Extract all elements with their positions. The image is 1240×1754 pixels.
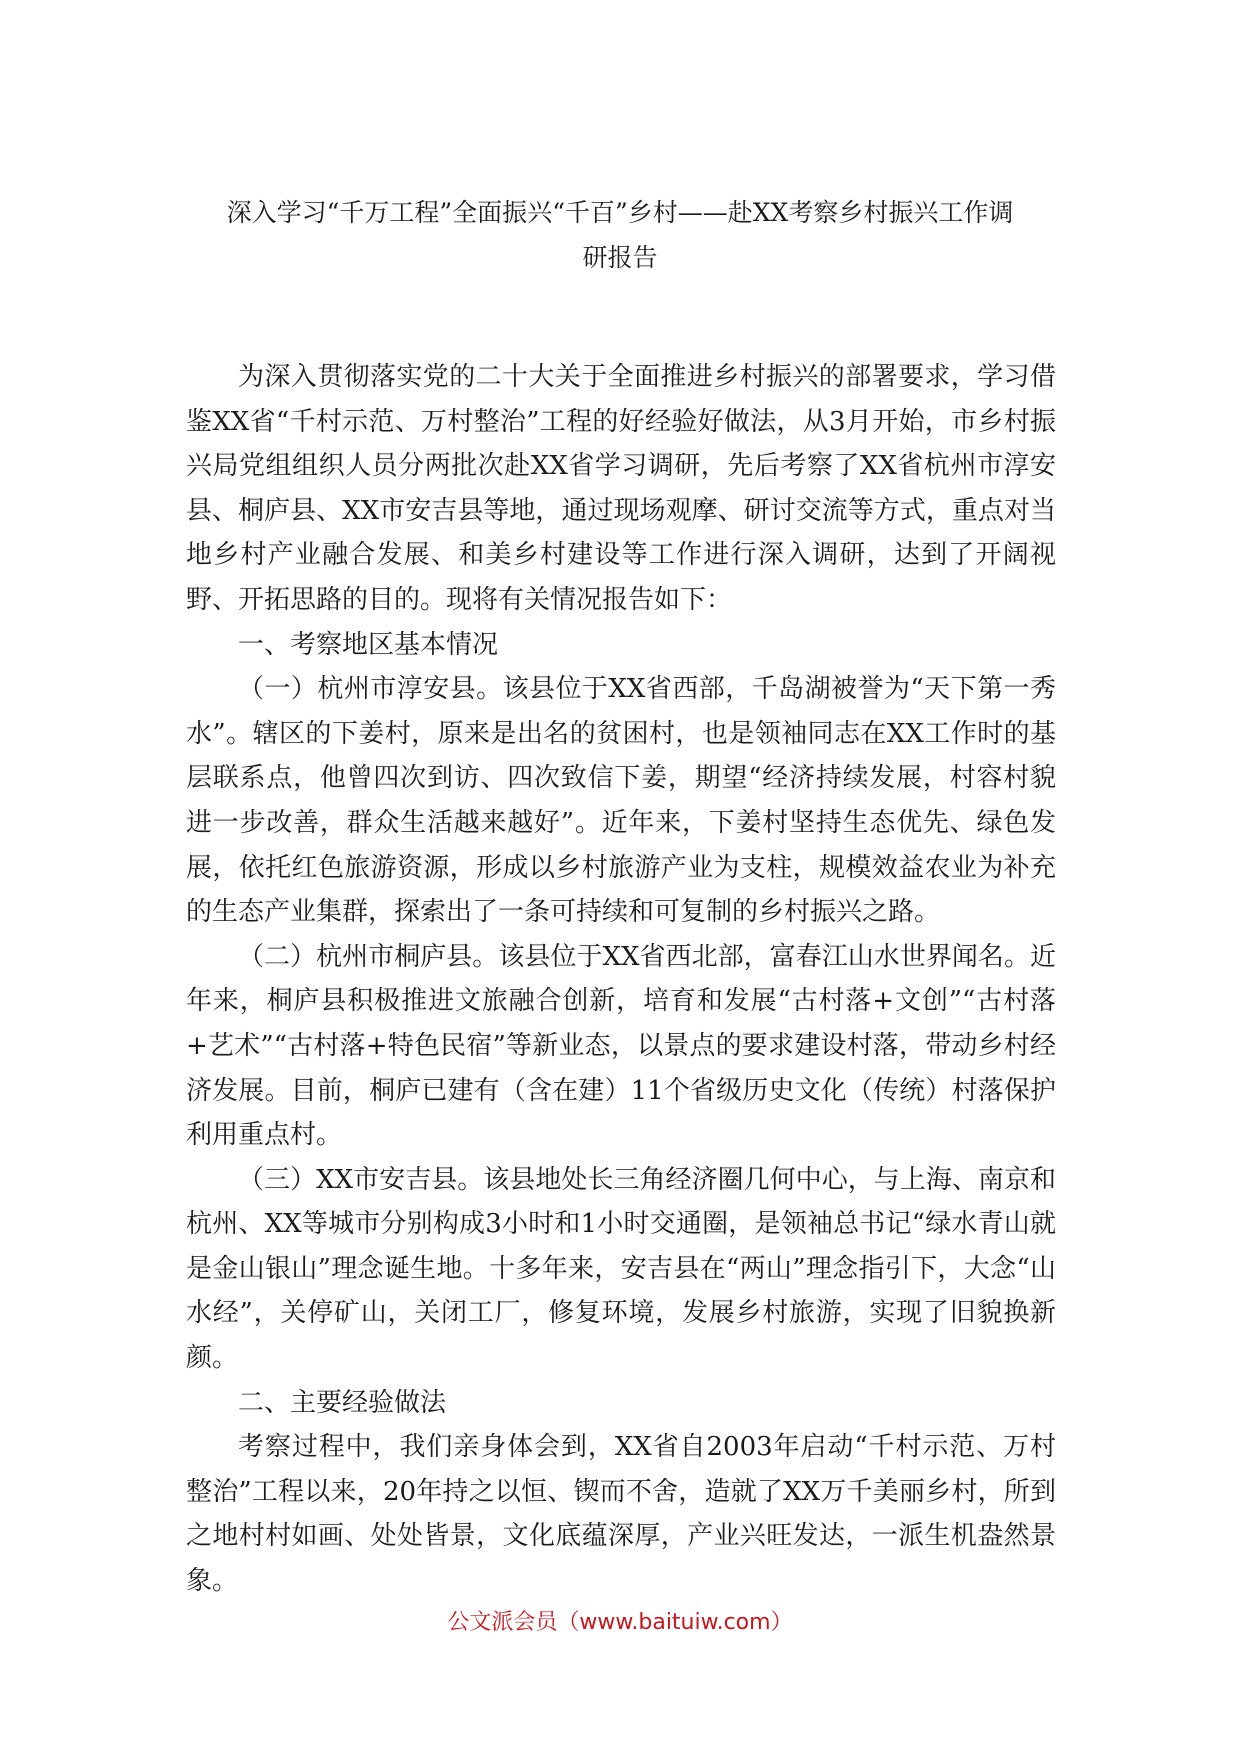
title-line-1: 深入学习“千万工程”全面振兴“千百”乡村——赴XX考察乡村振兴工作调 [226,198,1014,227]
document-title [186,190,1054,280]
document-body [186,355,1056,1604]
intro-paragraph: 为深入贯彻落实党的二十大关于全面推进乡村振兴的部署要求，学习借鉴XX省“千村示范、万村整治”工程的好经验好做法，从3月开始，市乡村振兴局党组组织人员分两批次赴XX省学习调研，先后考察了XX省杭州市淳安县、桐庐县、XX市安吉县等地，通过现场观摩、研讨交流等方式，重点对当地乡村产业融合发展、和美乡村建设等工作进行深入调研，达到了开阔视野、开拓思路的目的。现将有关情况报告如下： [186,362,1056,615]
paragraph-tonglu: （二）杭州市桐庐县。该县位于XX省西北部，富春江山水世界闻名。近年来，桐庐县积极推进文旅融合创新，培育和发展“古村落+文创”“古村落+艺术”“古村落+特色民宿”等新业态，以景点的要求建设村落，带动乡村经济发展。目前，桐庐已建有（含在建）11个省级历史文化（传统）村落保护利用重点村。 [186,941,1056,1151]
paragraph-anji: （三）XX市安吉县。该县地处长三角经济圈几何中心，与上海、南京和杭州、XX等城市分别构成3小时和1小时交通圈，是领袖总书记“绿水青山就是金山银山”理念诞生地。十多年来，安吉县在“两山”理念指引下，大念“山水经”，关停矿山，关闭工厂，修复环境，发展乡村旅游，实现了旧貌换新颜。 [186,1164,1056,1374]
title-line-2: 研报告 [582,243,658,272]
paragraph-chunan: （一）杭州市淳安县。该县位于XX省西部，千岛湖被誉为“天下第一秀水”。辖区的下姜村，原来是出名的贫困村，也是领袖同志在XX工作时的基层联系点，他曾四次到访、四次致信下姜，期望“经济持续发展，村容村貌进一步改善，群众生活越来越好”。近年来，下姜村坚持生态优先、绿色发展，依托红色旅游资源，形成以乡村旅游产业为支柱，规模效益农业为补充的生态产业集群，探索出了一条可持续和可复制的乡村振兴之路。 [186,674,1056,928]
section-heading-1: 一、考察地区基本情况 [238,629,499,660]
footer-watermark-link[interactable]: 公文派会员（www.baituiw.com） [447,1610,793,1635]
section-heading-2: 二、主要经验做法 [238,1387,447,1418]
paragraph-experience: 考察过程中，我们亲身体会到，XX省自2003年启动“千村示范、万村整治”工程以来，20年持之以恒、锲而不舍，造就了XX万千美丽乡村，所到之地村村如画、处处皆景，文化底蕴深厚，产业兴旺发达，一派生机盎然景象。 [186,1432,1056,1597]
